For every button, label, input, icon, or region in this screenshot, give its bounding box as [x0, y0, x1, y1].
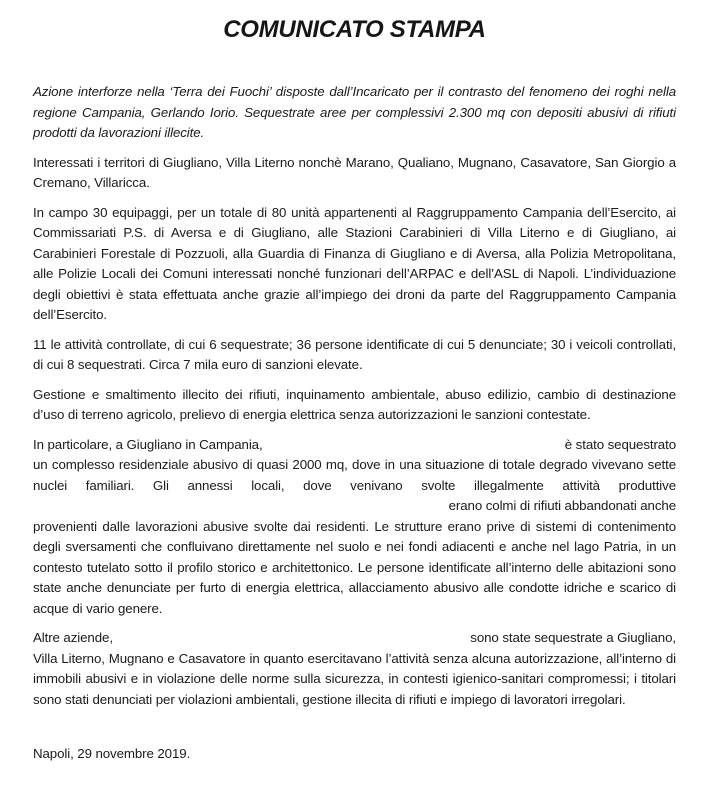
document-title: COMUNICATO STAMPA [223, 16, 486, 43]
dateline: Napoli, 29 novembre 2019. [33, 746, 191, 761]
paragraph-territories: Interessati i territori di Giugliano, Villa Literno nonchè Marano, Qualiano, Mugnano, Casavatore, San Giorgio a Cremano, Villaricca. [33, 154, 676, 190]
lead-paragraph: Azione interforze nella ‘Terra dei Fuochi’ disposte dall’Incaricato per il contrasto del fenomeno dei roghi nella regione Campania, Gerlando Iorio. Sequestrate aree per complessivi 2.300 mq con depositi abusivi di rifiuti prodotti da lavorazioni illecite. [33, 84, 676, 140]
redacted-line-giugliano [33, 435, 676, 456]
giugliano-body-part1: un complesso residenziale abusivo di quasi 2000 mq, dove in una situazione di totale degrado vivevano sette nuclei familiari. Gli annessi locali, dove venivano svolte illegalmente attività produttive [33, 457, 676, 493]
redacted-line-left-text: Altre aziende, [33, 630, 113, 645]
paragraph-giugliano-seizure [33, 435, 676, 620]
redacted-line-left-text: In particolare, a Giugliano in Campania, [33, 436, 263, 452]
paragraph-violations: Gestione e smaltimento illecito dei rifiuti, inquinamento ambientale, abuso edilizio, cambio di destinazione d’uso di terreno agricolo, prelievo di energia elettrica senza autorizzazioni le sanzioni contestate. [33, 386, 676, 422]
redacted-line-right-text: sono state sequestrate a Giugliano, [470, 630, 676, 645]
redacted-line-right-text: è stato sequestrato [564, 436, 676, 452]
giugliano-body-part2: provenienti dalle lavorazioni abusive svolte dai residenti. Le strutture erano prive di sistemi di contenimento degli sversamenti che confluivano direttamente nel suolo e nei fondi adiacenti e anche nel lago Patria, in un contesto tutelato sotto il profilo storico e architettonico. Le persone identificate all’interno delle abitazioni sono state anche denunciate per furto di energia elettrica, allacciamento abusivo alle condotte idriche e scarico di acque di vario genere. [33, 518, 676, 616]
redacted-line-aziende [33, 628, 676, 649]
redacted-line-rifiuti: erano colmi di rifiuti abbandonati anche [448, 498, 676, 513]
paragraph-results: 11 le attività controllate, di cui 6 sequestrate; 36 persone identificate di cui 5 denunciate; 30 i veicoli controllati, di cui 8 sequestrati. Circa 7 mila euro di sanzioni elevate. [33, 336, 676, 372]
paragraph-other-companies [33, 628, 676, 710]
aziende-body: Villa Literno, Mugnano e Casavatore in quanto esercitavano l’attività senza alcuna autorizzazione, all’interno di immobili abusivi e in violazione delle norme sulla sicurezza, in contesti igienico-sanitari compromessi; i titolari sono stati denunciati per violazioni ambientali, gestione illecita di rifiuti e impiego di lavoratori irregolari. [33, 650, 676, 707]
paragraph-operation: In campo 30 equipaggi, per un totale di 80 unità appartenenti al Raggruppamento Campania dell’Esercito, ai Commissariati P.S. di Aversa e di Giugliano, alle Stazioni Carabinieri di Villa Literno e di Giugliano, ai Carabinieri Forestale di Pozzuoli, alla Guardia di Finanza di Giugliano e di Aversa, alla Polizia Metropolitana, alle Polizie Locali dei Comuni interessati nonché funzionari dell’ARPAC e dell’ASL di Napoli. L’individuazione degli obiettivi è stata effettuata anche grazie all’impiego dei droni da parte del Raggruppamento Campania dell’Esercito. [33, 204, 676, 322]
